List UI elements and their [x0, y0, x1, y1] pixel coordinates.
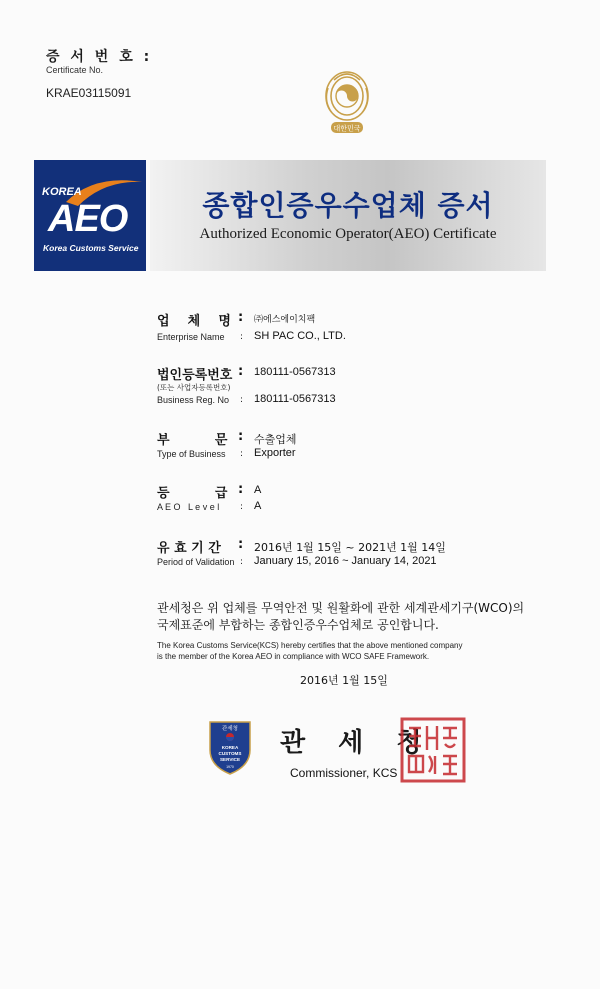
aeo-logo: [34, 160, 146, 271]
national-emblem-icon: [314, 66, 380, 138]
type-label-en: Type of Business: [157, 449, 226, 459]
business-reg-value: 180111-0567313: [254, 366, 336, 378]
statement-en-line2: is the member of the Korea AEO in compliance with WCO SAFE Framework.: [157, 652, 430, 661]
emblem-caption: 대한민국: [333, 124, 361, 133]
badge-line-2: CUSTOMS: [218, 751, 242, 756]
colon: :: [238, 429, 244, 444]
level-label-en: A E O L e v e l: [157, 502, 220, 512]
enterprise-value-en: SH PAC CO., LTD.: [254, 330, 346, 342]
colon: :: [240, 502, 244, 512]
certificate-number-label-en: Certificate No.: [46, 65, 104, 75]
statement-ko-line1: 관세청은 위 업체를 무역안전 및 원활화에 관한 세계관세기구(WCO)의: [157, 601, 525, 615]
type-value-ko: 수출업체: [254, 433, 297, 446]
enterprise-value-ko: ㈜에스에이치팩: [254, 315, 316, 325]
colon: :: [238, 310, 244, 325]
colon: :: [240, 395, 244, 405]
colon: :: [238, 482, 244, 497]
badge-top-text: 관세청: [222, 726, 238, 732]
level-value-ko: A: [254, 484, 262, 496]
issue-date: 2016년 1월 15일: [300, 674, 388, 687]
enterprise-label-en: Enterprise Name: [157, 332, 225, 342]
kcs-badge-icon: [206, 718, 254, 776]
certificate-number-label: 증 서 번 호 :: [46, 49, 153, 65]
colon: :: [240, 557, 244, 567]
colon: :: [240, 332, 244, 342]
business-reg-label: 법인등록번호: [157, 368, 233, 383]
colon: :: [240, 449, 244, 459]
logo-aeo-text: AEO: [48, 198, 128, 240]
validity-value-en: January 15, 2016 ~ January 14, 2021: [254, 555, 437, 567]
badge-line-3: SERVICE: [219, 757, 241, 762]
colon: :: [238, 364, 244, 379]
official-seal-icon: [399, 716, 467, 784]
statement-ko-line2: 국제표준에 부합하는 종합인증우수업체로 공인합니다.: [157, 618, 439, 632]
level-value-en: A: [254, 500, 262, 512]
logo-service-text: Korea Customs Service: [43, 243, 139, 253]
badge-line-1: KOREA: [221, 745, 239, 750]
business-reg-label-en: Business Reg. No: [157, 395, 230, 405]
enterprise-label: 업 체 명: [157, 314, 231, 329]
validity-value-ko: 2016년 1월 15일 ~ 2021년 1월 14일: [254, 541, 446, 554]
badge-year: 1970: [226, 765, 234, 769]
statement-en-line1: The Korea Customs Service(KCS) hereby certifies that the above mentioned company: [157, 641, 463, 650]
validity-label-en: Period of Validation: [157, 557, 235, 567]
level-label: 등 급: [157, 486, 228, 501]
certificate-number: KRAE03115091: [46, 86, 132, 100]
issuer-name-ko: 관 세 청: [280, 728, 434, 758]
type-label: 부 문: [157, 433, 228, 448]
business-reg-sublabel: (또는 사업자등록번호): [157, 383, 231, 392]
issuer-name-en: Commissioner, KCS: [290, 766, 398, 780]
title-english: Authorized Economic Operator(AEO) Certificate: [199, 226, 497, 242]
logo-korea-text: KOREA: [42, 186, 82, 198]
validity-label: 유 효 기 간: [157, 541, 221, 556]
title-korean: 종합인증우수업체 증서: [202, 189, 494, 222]
business-reg-value-en: 180111-0567313: [254, 393, 336, 405]
type-value-en: Exporter: [254, 447, 296, 459]
title-banner: [150, 160, 546, 271]
colon: :: [238, 537, 244, 552]
